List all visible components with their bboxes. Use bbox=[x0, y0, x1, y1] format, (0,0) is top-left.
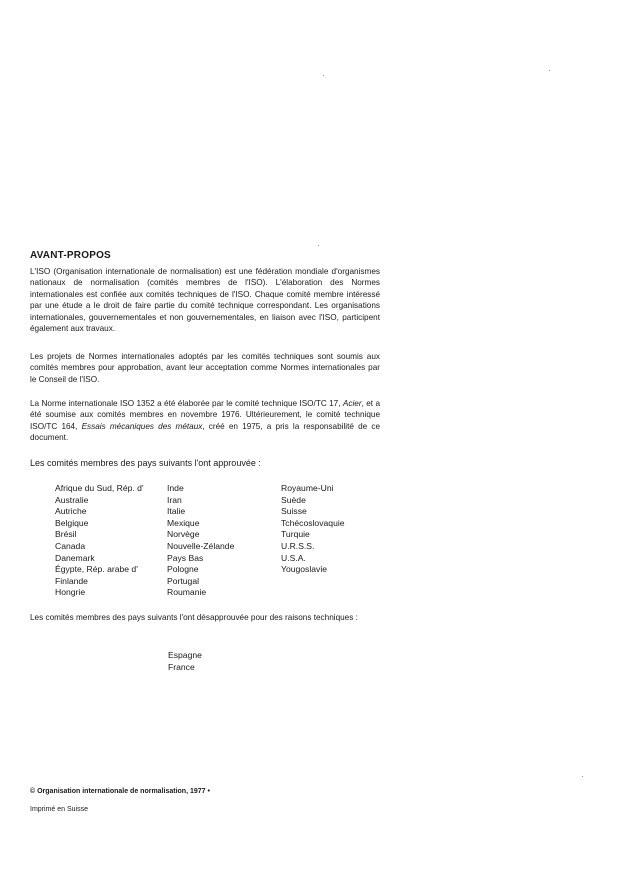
country-item: Australie bbox=[55, 494, 89, 505]
country-item: Royaume-Uni bbox=[281, 483, 334, 493]
country-item: Roumanie bbox=[167, 587, 207, 598]
scan-speck bbox=[323, 75, 324, 76]
committee-name-acier: Acier bbox=[342, 399, 362, 408]
scan-speck bbox=[318, 245, 319, 246]
country-item: Afrique du Sud, Rép. d' bbox=[55, 483, 144, 493]
approved-countries-column-2 bbox=[167, 483, 277, 599]
foreword-paragraph-1: L'ISO (Organisation internationale de normalisation) est une fédération mondiale d'organismes nationaux de normalisation (comités membres de l'ISO). L'élaboration des Normes internationales est confiée aux comités techniques de l'ISO. Chaque comité membre intéressé par une étude a le droit de faire partie du comité technique correspondant. Les organisations internationales, gouvernementales et non gouvernementales, en liaison avec l'ISO, participent également aux travaux. bbox=[30, 267, 380, 334]
country-item: Égypte, Rép. arabe d' bbox=[55, 564, 138, 575]
paragraph-3-text-b: , et a été soumise aux comités membres en novembre 1976. Ultérieurement, le comité technique ISO/TC 164, bbox=[30, 399, 380, 431]
country-item: Finlande bbox=[55, 575, 88, 586]
paragraph-3-text-a: La Norme internationale ISO 1352 a été élaborée par le comité technique ISO/TC 17, bbox=[30, 399, 343, 408]
country-item: Nouvelle-Zélande bbox=[167, 540, 235, 551]
country-item: Portugal bbox=[167, 575, 200, 586]
approved-intro: Les comités membres des pays suivants l'ont approuvée : bbox=[30, 458, 261, 468]
scan-speck bbox=[582, 776, 583, 777]
country-item: Pologne bbox=[167, 564, 199, 575]
country-item: Danemark bbox=[55, 552, 95, 563]
scan-speck bbox=[549, 70, 550, 71]
committee-name-essais: Essais mécaniques des métaux bbox=[81, 421, 203, 431]
country-item: Italie bbox=[167, 506, 186, 517]
country-item: Tchécoslovaquie bbox=[281, 517, 345, 528]
country-item: France bbox=[168, 661, 195, 672]
foreword-heading: AVANT-PROPOS bbox=[30, 250, 111, 261]
foreword-paragraph-3 bbox=[30, 398, 380, 444]
printed-in-line: Imprimé en Suisse bbox=[30, 806, 88, 813]
paragraph-3-text-c: , créé en 1975, a pris la responsabilité de ce document. bbox=[30, 421, 380, 443]
country-item: Turquie bbox=[281, 529, 310, 540]
country-item: Hongrie bbox=[55, 587, 86, 598]
country-item: Autriche bbox=[55, 506, 87, 517]
country-item: Mexique bbox=[167, 517, 200, 528]
country-item: Brésil bbox=[55, 529, 77, 540]
country-item: U.R.S.S. bbox=[281, 540, 315, 551]
country-item: Pays Bas bbox=[167, 552, 204, 563]
country-item: Suisse bbox=[281, 506, 307, 517]
disapproved-countries bbox=[168, 650, 202, 673]
country-item: Inde bbox=[167, 483, 184, 493]
country-item: Espagne bbox=[168, 650, 202, 660]
country-item: Canada bbox=[55, 540, 86, 551]
country-item: Belgique bbox=[55, 517, 89, 528]
country-item: Iran bbox=[167, 494, 182, 505]
disapproved-intro: Les comités membres des pays suivants l'ont désapprouvée pour des raisons techniques : bbox=[30, 613, 358, 622]
country-item: U.S.A. bbox=[281, 552, 306, 563]
country-item: Norvège bbox=[167, 529, 200, 540]
approved-countries-column-1 bbox=[55, 483, 165, 599]
country-item: Suède bbox=[281, 494, 306, 505]
approved-countries-column-3 bbox=[281, 483, 391, 576]
copyright-line: © Organisation internationale de normalisation, 1977 • bbox=[30, 788, 210, 795]
foreword-paragraph-2: Les projets de Normes internationales adoptés par les comités techniques sont soumis aux comités membres pour approbation, avant leur acceptation comme Normes internationales par le Conseil de l'ISO. bbox=[30, 352, 380, 384]
country-item: Yougoslavie bbox=[281, 564, 328, 575]
